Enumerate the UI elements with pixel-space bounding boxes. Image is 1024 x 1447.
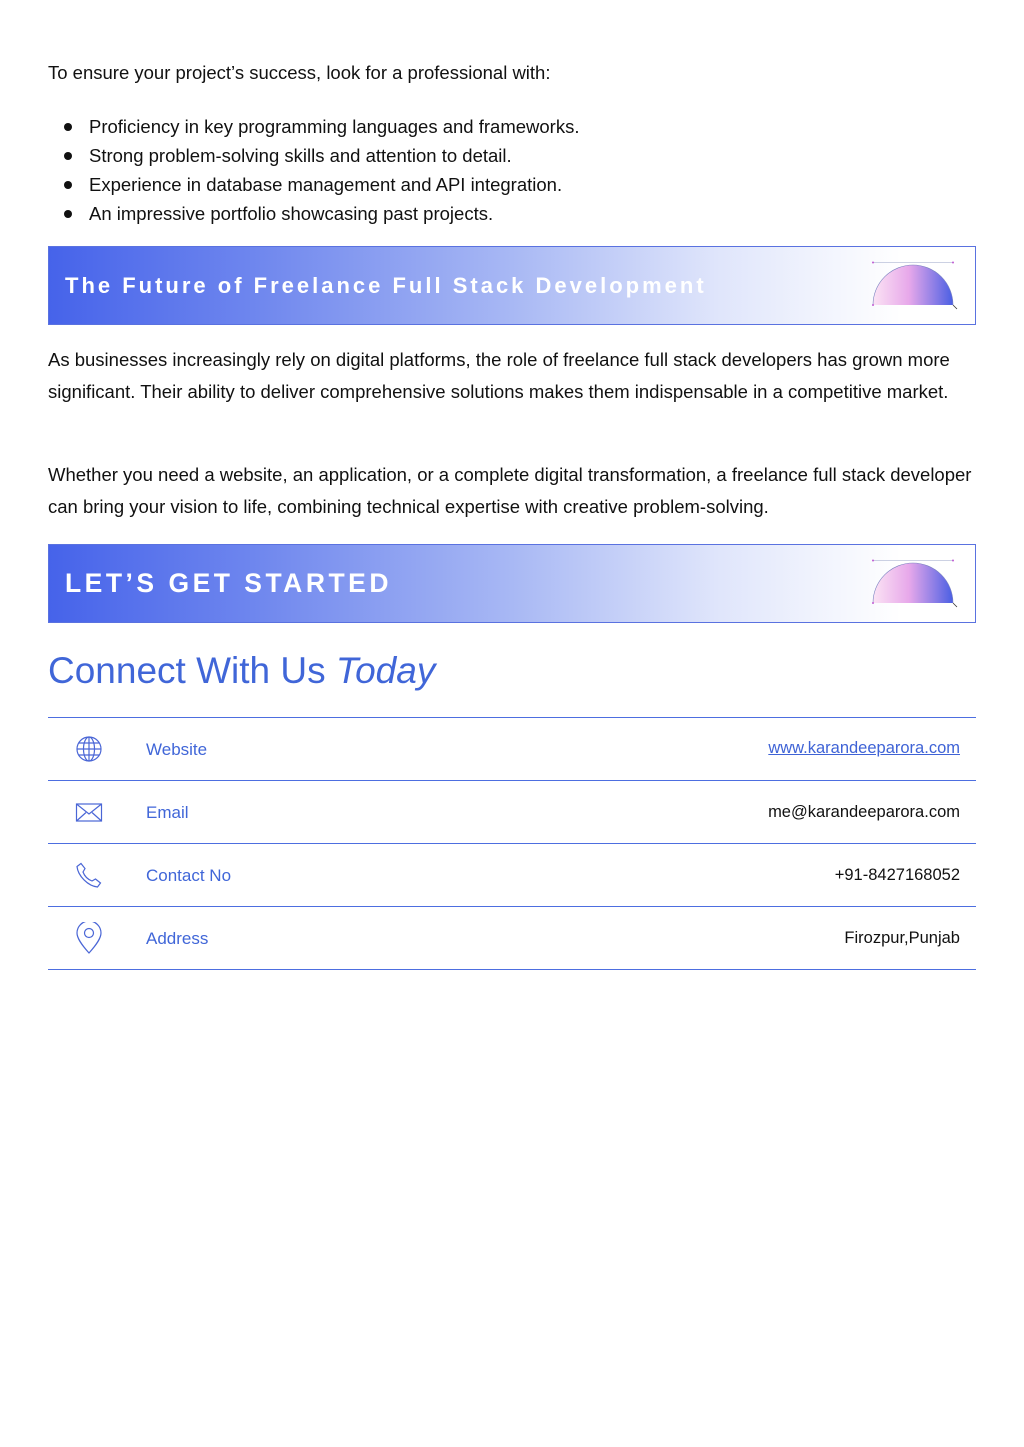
location-pin-icon [75, 922, 103, 954]
address-value: Firozpur,Punjab [844, 929, 960, 947]
contact-label: Contact No [146, 866, 232, 885]
section-banner-get-started [48, 544, 976, 623]
phone-icon [75, 861, 103, 889]
section-title: The Future of Freelance Full Stack Development [65, 273, 707, 298]
bullet-icon [64, 123, 72, 131]
list-item-text: Proficiency in key programming languages and frameworks. [89, 116, 580, 137]
bullet-icon [64, 152, 72, 160]
contact-label: Website [146, 740, 208, 759]
website-link[interactable]: www.karandeeparora.com [768, 739, 960, 757]
connect-heading-italic: Today [335, 650, 436, 691]
list-item-text: Experience in database management and API integration. [89, 174, 563, 195]
bullet-icon [64, 210, 72, 218]
contact-table [48, 717, 976, 970]
intro-text: To ensure your project’s success, look for a professional with: [48, 62, 551, 83]
section-banner-future [48, 246, 976, 325]
envelope-icon [75, 798, 103, 826]
contact-label: Email [146, 803, 189, 822]
globe-icon [75, 735, 103, 763]
list-item [48, 170, 579, 199]
list-item-text: An impressive portfolio showcasing past projects. [89, 203, 494, 224]
list-item [48, 199, 579, 228]
list-item [48, 141, 579, 170]
contact-row-address [48, 907, 976, 970]
bullet-icon [64, 181, 72, 189]
paragraph: As businesses increasingly rely on digital platforms, the role of freelance full stack developers has grown more significant. Their ability to deliver comprehensive solutions makes them indispensable in a competitive market. [48, 349, 950, 402]
phone-value: +91-8427168052 [834, 866, 960, 884]
paragraph: Whether you need a website, an application, or a complete digital transformation, a freelance full stack developer can bring your vision to life, combining technical expertise with creative problem-solving. [48, 464, 972, 517]
contact-row-email [48, 781, 976, 844]
contact-row-phone [48, 844, 976, 907]
connect-heading [48, 648, 435, 694]
section-title: LET’S GET STARTED [65, 568, 392, 598]
requirements-list [48, 112, 579, 228]
connect-heading-main: Connect With Us [48, 650, 326, 691]
half-circle-decoration-icon [869, 261, 961, 311]
list-item-text: Strong problem-solving skills and attention to detail. [89, 145, 512, 166]
email-value: me@karandeeparora.com [768, 803, 960, 821]
half-circle-decoration-icon [869, 559, 961, 609]
contact-label: Address [146, 929, 209, 948]
contact-row-website [48, 718, 976, 781]
list-item [48, 112, 579, 141]
